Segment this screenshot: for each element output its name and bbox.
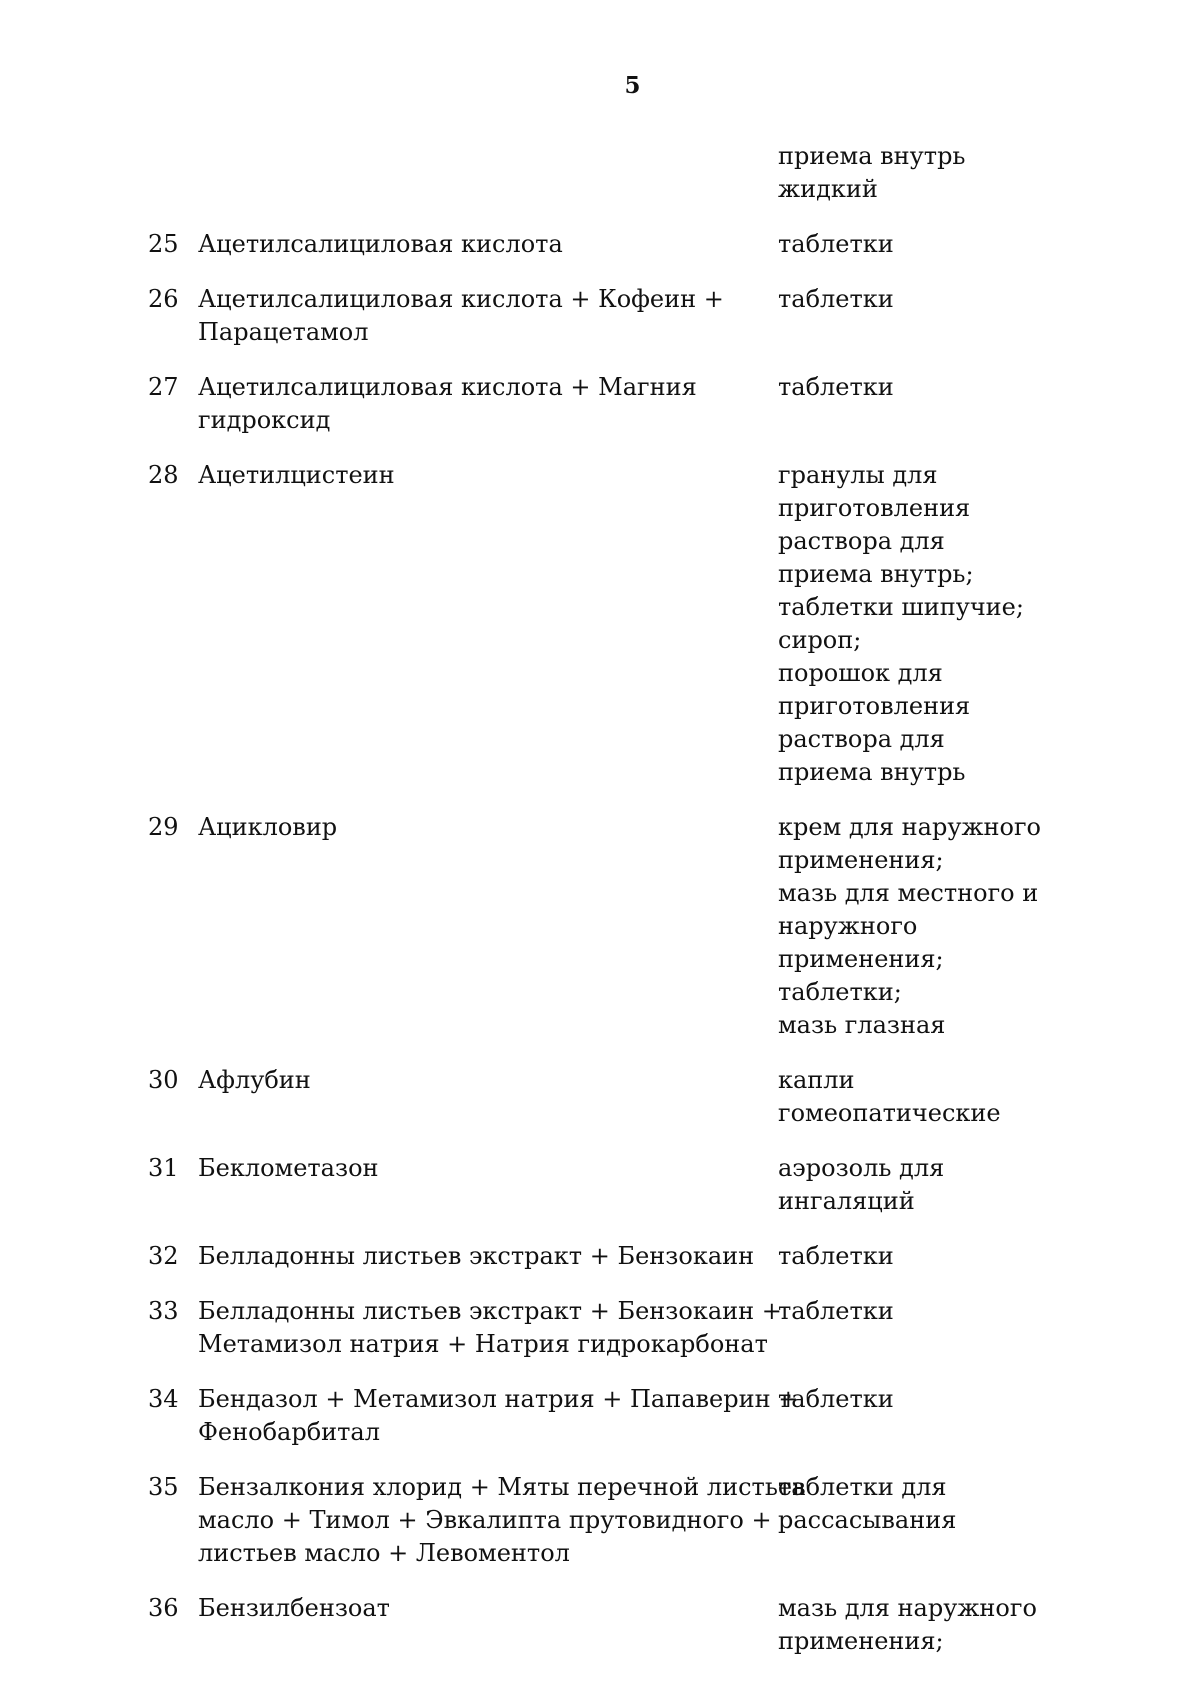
dosage-form-line: мазь глазная [778,1011,946,1039]
dosage-form-line: рассасывания [778,1506,957,1534]
row-number: 35 [148,1473,179,1501]
dosage-form-line: аэрозоль для [778,1154,945,1182]
row-number: 36 [148,1594,179,1622]
drug-name-line: Бендазол + Метамизол натрия + Папаверин + [198,1385,799,1413]
drug-name [198,1295,782,1361]
drug-name [198,371,778,437]
dosage-form-line: крем для наружного [778,813,1041,841]
drug-name-line: Ацетилцистеин [198,461,395,489]
row-number: 26 [148,285,179,313]
dosage-form [778,283,1078,316]
dosage-form [778,1064,1078,1130]
drug-name [198,1064,778,1097]
row-number: 32 [148,1242,179,1270]
table-row [148,1240,1078,1273]
dosage-form-line: применения; [778,945,944,973]
row-number: 34 [148,1385,179,1413]
drug-name-line: Ацетилсалициловая кислота + Магния [198,373,697,401]
dosage-form-line: таблетки [778,373,894,401]
table-row [148,1383,1078,1449]
dosage-form [778,1592,1078,1658]
drug-name-line: Беклометазон [198,1154,379,1182]
drug-name [198,1471,806,1570]
drug-name [198,228,778,261]
dosage-form [778,459,1078,789]
drug-name [198,283,778,349]
dosage-form-line: ингаляций [778,1187,915,1215]
drug-name [198,1240,778,1273]
dosage-form-line: приема внутрь; [778,560,974,588]
dosage-form [778,1295,1078,1328]
row-number: 28 [148,461,179,489]
dosage-form-line: приготовления [778,692,971,720]
dosage-form [778,1152,1078,1218]
drug-name-line: Парацетамол [198,318,369,346]
dosage-form-line: таблетки [778,1242,894,1270]
table-row [148,283,1078,349]
drug-name-line: Афлубин [198,1066,311,1094]
dosage-form-line: приема внутрь [778,758,966,786]
dosage-form-line: применения; [778,1627,944,1655]
table-row [148,1064,1078,1130]
dosage-form-line: таблетки [778,285,894,313]
drug-name-line: Бензалкония хлорид + Мяты перечной листьев [198,1473,806,1501]
dosage-form-line: раствора для [778,725,945,753]
dosage-form-line: таблетки для [778,1473,947,1501]
row-number: 25 [148,230,179,258]
table-row [148,140,1078,206]
dosage-form-line: таблетки [778,230,894,258]
dosage-form [778,1240,1078,1273]
dosage-form [778,811,1078,1042]
dosage-form [778,140,1078,206]
drug-name-line: Ацетилсалициловая кислота [198,230,563,258]
page-number: 5 [624,72,641,99]
dosage-form [778,1383,1078,1416]
table-row [148,1152,1078,1218]
drug-name-line: Белладонны листьев экстракт + Бензокаин + [198,1297,782,1325]
dosage-form-line: таблетки [778,1297,894,1325]
drug-name-line: Бензилбензоат [198,1594,390,1622]
row-number: 29 [148,813,179,841]
dosage-form [778,1471,1078,1537]
dosage-form-line: применения; [778,846,944,874]
dosage-form-line: гранулы для [778,461,938,489]
dosage-form-line: таблетки [778,1385,894,1413]
dosage-form-line: наружного [778,912,918,940]
row-number: 33 [148,1297,179,1325]
drug-name [198,459,778,492]
drug-name-line: листьев масло + Левоментол [198,1539,570,1567]
dosage-form-line: жидкий [778,175,878,203]
dosage-form-line: сироп; [778,626,862,654]
dosage-form-line: таблетки шипучие; [778,593,1024,621]
dosage-form-line: порошок для [778,659,943,687]
drug-list-table [148,140,1078,1680]
row-number: 27 [148,373,179,401]
table-row [148,1295,1078,1361]
row-number: 30 [148,1066,179,1094]
drug-name [198,1592,778,1625]
dosage-form-line: приема внутрь [778,142,966,170]
drug-name-line: масло + Тимол + Эвкалипта прутовидного + [198,1506,772,1534]
dosage-form-line: капли [778,1066,855,1094]
table-row [148,1471,1078,1570]
row-number: 31 [148,1154,179,1182]
table-row [148,1592,1078,1658]
drug-name-line: гидроксид [198,406,331,434]
dosage-form-line: раствора для [778,527,945,555]
drug-name [198,1152,778,1185]
drug-name-line: Ацикловир [198,813,338,841]
table-row [148,811,1078,1042]
dosage-form-line: мазь для местного и [778,879,1039,907]
table-row [148,459,1078,789]
dosage-form-line: приготовления [778,494,971,522]
table-row [148,228,1078,261]
dosage-form-line: мазь для наружного [778,1594,1037,1622]
drug-name [198,1383,799,1449]
dosage-form-line: таблетки; [778,978,902,1006]
drug-name-line: Метамизол натрия + Натрия гидрокарбонат [198,1330,768,1358]
drug-name [198,811,778,844]
drug-name-line: Ацетилсалициловая кислота + Кофеин + [198,285,724,313]
drug-name-line: Белладонны листьев экстракт + Бензокаин [198,1242,755,1270]
dosage-form [778,228,1078,261]
dosage-form-line: гомеопатические [778,1099,1001,1127]
drug-name-line: Фенобарбитал [198,1418,380,1446]
dosage-form [778,371,1078,404]
table-row [148,371,1078,437]
